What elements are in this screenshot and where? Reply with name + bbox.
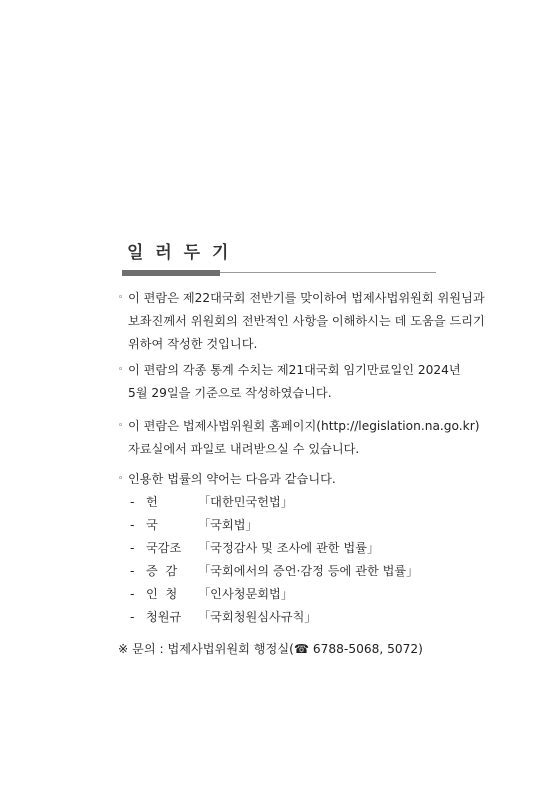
bullet-icon: ◦ <box>118 293 124 303</box>
paragraph-purpose: ◦ 이 편람은 제22대국회 전반기를 맞이하여 법제사법위원회 위원님과 보좌진께서 위원회의 전반적인 사항을 이해하시는 데 도움을 드리기 위하여 작성한 것입니다. <box>118 287 448 356</box>
contact-note: ※ 문의 : 법제사법위원회 행정실(☎ 6788-5068, 5072) <box>118 642 423 656</box>
bullet-icon: ◦ <box>118 365 124 375</box>
paragraph-homepage: ◦ 이 편람은 법제사법위원회 홈페이지(http://legislation.na.go.kr) 자료실에서 파일로 내려받으실 수 있습니다. <box>118 415 448 461</box>
bullet-icon: ◦ <box>118 474 124 484</box>
page-title: 일 러 두 기 <box>127 243 232 263</box>
paragraph-statistics: ◦ 이 편람의 각종 통계 수치는 제21대국회 임기만료일인 2024년 5월 29일을 기준으로 작성하였습니다. <box>118 359 448 405</box>
title-divider-accent <box>122 270 220 276</box>
bullet-icon: ◦ <box>118 421 124 431</box>
paragraph-abbreviations-intro: ◦ 인용한 법률의 약어는 다음과 같습니다. <box>118 468 448 491</box>
